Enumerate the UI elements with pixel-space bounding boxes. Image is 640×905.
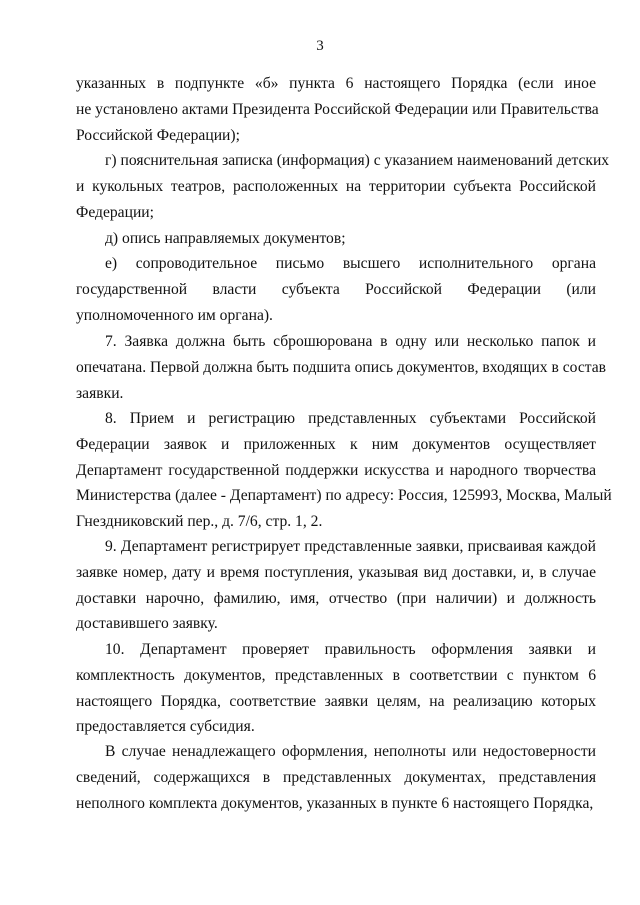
text-line: е) сопроводительное письмо высшего исполнительного органа: [105, 255, 596, 272]
paragraph: [76, 406, 612, 535]
paragraph: [76, 251, 596, 328]
text-line: настоящего Порядка, соответствие заявки целям, на реализацию которых: [76, 692, 596, 710]
text-line: не установлено актами Президента Российской Федерации или Правительства: [76, 100, 599, 118]
paragraph: [76, 71, 599, 148]
paragraph: [76, 739, 596, 816]
text-line: Департамент государственной поддержки искусства и народного творчества: [76, 461, 596, 479]
text-line: доставившего заявку.: [76, 615, 218, 633]
text-line: Российской Федерации);: [76, 126, 240, 144]
text-line: и кукольных театров, расположенных на территории субъекта Российской: [76, 177, 596, 195]
text-line: заявки.: [76, 384, 124, 402]
text-line: 10. Департамент проверяет правильность оформления заявки и: [105, 641, 596, 658]
text-line: г) пояснительная записка (информация) с указанием наименований детских: [105, 152, 610, 169]
text-line: опечатана. Первой должна быть подшита опись документов, входящих в состав: [76, 358, 607, 376]
paragraph: [76, 226, 596, 252]
paragraph: [76, 637, 596, 740]
text-line: 8. Прием и регистрацию представленных субъектами Российской: [105, 410, 596, 427]
text-line: неполного комплекта документов, указанных в пункте 6 настоящего Порядка,: [76, 794, 594, 812]
text-line: уполномоченного им органа).: [76, 306, 273, 324]
text-line: Федерации заявок и приложенных к ним документов осуществляет: [76, 435, 596, 453]
text-line: д) опись направляемых документов;: [105, 230, 346, 247]
text-line: Министерства (далее - Департамент) по адресу: Россия, 125993, Москва, Малый: [76, 487, 612, 505]
text-line: комплектность документов, представленных в соответствии с пунктом 6: [76, 666, 596, 684]
text-line: государственной власти субъекта Российской Федерации (или: [76, 280, 596, 298]
text-line: сведений, содержащихся в представленных документах, представления: [76, 768, 596, 786]
paragraph: [76, 534, 596, 637]
text-line: В случае ненадлежащего оформления, неполноты или недостоверности: [105, 743, 596, 760]
text-line: предоставляется субсидия.: [76, 718, 255, 736]
text-line: Федерации;: [76, 203, 154, 221]
page-number: 3: [316, 38, 324, 54]
text-line: Гнездниковский пер., д. 7/6, стр. 1, 2.: [76, 513, 323, 531]
paragraph: [76, 329, 607, 406]
text-line: 7. Заявка должна быть сброшюрована в одну или несколько папок и: [105, 333, 596, 350]
text-line: указанных в подпункте «б» пункта 6 настоящего Порядка (если иное: [76, 75, 596, 92]
text-line: заявке номер, дату и время поступления, указывая вид доставки, и, в случае: [76, 563, 596, 581]
text-line: доставки нарочно, фамилию, имя, отчество (при наличии) и должность: [76, 589, 596, 607]
text-line: 9. Департамент регистрирует представленные заявки, присваивая каждой: [105, 538, 596, 555]
paragraph: [76, 148, 610, 225]
